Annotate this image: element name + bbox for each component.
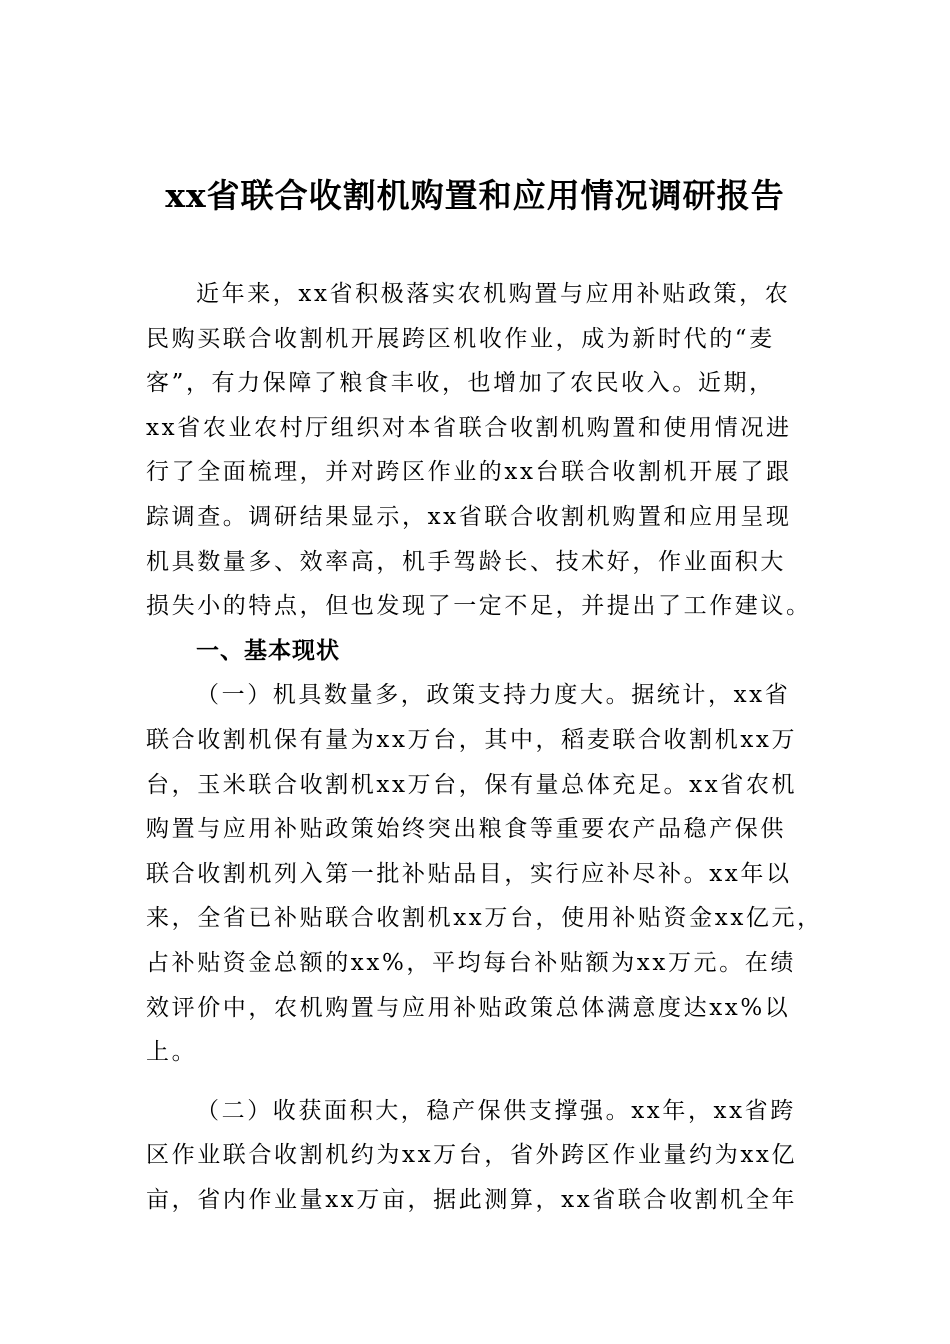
report-title: xx省联合收割机购置和应用情况调研报告 — [165, 176, 785, 215]
paragraph-gap — [146, 1075, 806, 1089]
text-line: 区作业联合收割机约为xx万台，省外跨区作业量约为xx亿 — [146, 1142, 798, 1169]
text-line: 民购买联合收割机开展跨区机收作业，成为新时代的“麦 — [146, 325, 775, 352]
paragraph-harvest — [146, 1089, 806, 1223]
text-line: 购置与应用补贴政策始终突出粮食等重要农产品稳产保供 — [146, 816, 786, 843]
section-heading: 一、基本现状 — [196, 636, 340, 664]
text-line: 客”，有力保障了粮食丰收，也增加了农民收入。近期， — [146, 370, 775, 397]
text-line: 行了全面梳理，并对跨区作业的xx台联合收割机开展了跟 — [146, 459, 792, 486]
text-line: 机具数量多、效率高，机手驾龄长、技术好，作业面积大 — [146, 548, 786, 575]
report-body — [146, 272, 823, 1222]
text-line: 联合收割机保有量为xx万台，其中，稻麦联合收割机xx万 — [146, 726, 798, 753]
text-line: 损失小的特点，但也发现了一定不足，并提出了工作建议。 — [146, 593, 812, 620]
text-line: 台，玉米联合收割机xx万台，保有量总体充足。xx省农机 — [146, 771, 798, 798]
text-line: 效评价中，农机购置与应用补贴政策总体满意度达xx%以 — [146, 994, 791, 1021]
text-line: 近年来，xx省积极落实农机购置与应用补贴政策，农 — [196, 281, 791, 307]
text-line: （二）收获面积大，稳产保供支撑强。xx年，xx省跨 — [196, 1097, 796, 1124]
text-line: 亩，省内作业量xx万亩，据此测算，xx省联合收割机全年 — [146, 1186, 798, 1213]
text-line: xx省农业农村厅组织对本省联合收割机购置和使用情况进 — [146, 414, 792, 441]
text-line: 联合收割机列入第一批补贴品目，实行应补尽补。xx年以 — [146, 860, 792, 887]
paragraph-machinery — [146, 673, 823, 1074]
text-line: 占补贴资金总额的xx%，平均每台补贴额为xx万元。在绩 — [146, 949, 796, 976]
text-line: 踪调查。调研结果显示，xx省联合收割机购置和应用呈现 — [146, 503, 792, 530]
text-line: 上。 — [146, 1039, 198, 1066]
text-line: 来，全省已补贴联合收割机xx万台，使用补贴资金xx亿元， — [146, 905, 823, 932]
intro-paragraph — [146, 272, 812, 629]
text-line: （一）机具数量多，政策支持力度大。据统计，xx省 — [196, 682, 791, 709]
